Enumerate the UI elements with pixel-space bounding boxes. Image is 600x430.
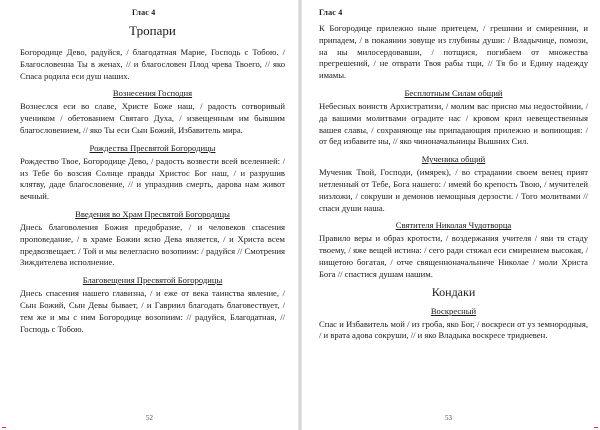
edge-mark [2,427,6,428]
feast-title-annunciation: Благовещения Пресвятой Богородицы [82,275,223,286]
page-number-right: 53 [445,414,452,422]
left-page [0,0,299,430]
troparion-martyr: Мученик Твой, Господи, (имярек), / во страдании своем венец прият нетленный от Тебе, Бога нашего: / имеяй бо крепость Твою, / мучителей низложи, / сокруши и демонов немощныя дерзости. / Того молитвами // спаси души наша. [319,167,588,213]
feast-title-entry-temple: Введения во Храм Пресвятой Богородицы [75,208,230,219]
troparion-nativity-theotokos: Рождество Твое, Богородице Дево, / радость возвести всей вселенней: / из Тебе бо возсия Солнце правды Христос Бог наш, / и разрушив клятву, даде благословение, // и упразднив смерть, дарова нам живот вечный. [20,155,285,202]
edge-mark [594,427,598,428]
feast-title-bodiless-powers: Бесплотным Силам общий [404,87,503,98]
running-head-left: Глас 4 [132,8,156,17]
feast-title-ascension: Вознесения Господня [112,88,193,99]
troparion-theotokos: Богородице Дево, радуйся, / благодатная Марие, Господь с Тобою. / Благословенна Ты в женах, // и благословен Плод чрева Твоего, // яко Спаса родила еси душ наших. [20,47,285,81]
troparion-repentance: К Богородице прилежно ныне притецем, / грешнии и смиреннии, и припадем, / в покаянии зовуще из глубины души: / Владычице, помози, на ны милосердовавши, / потщися, погибаем от множества прегрешений, / не отврати Твоя рабы тщи, // Тя бо и Едину надежду имамы. [319,23,588,81]
right-page [301,0,600,430]
troparion-entry-temple: Днесь благоволения Божия предобразие, / и человеков спасения проповедание, / в храме Божии ясно Дева является, / и Христа всем предвозвещает. / Той и мы велегласно возопиим: / радуйся // Смотрения Зиждителева исполнение. [20,221,285,268]
troparion-st-nicholas: Правило веры и образ кротости, / воздержания учителя / яви тя стаду твоему, / яже вещей истина: / сего ради стяжал еси смирением высокая, / нищетою богатая, / отче священноначальниче Николае / моли Христа Бога // спастися душам нашим. [319,233,588,279]
feast-title-st-nicholas: Святителя Николая Чудотворца [395,220,512,231]
troparion-ascension: Вознеслся еси во славе, Христе Боже наш, / радость сотворивый учеником / обетованием Святаго Духа, / извещенным им бывшим благословением, // яко Ты еси Сын Божий, Избавитель мира. [20,101,285,135]
section-title-troparia: Тропари [129,23,176,38]
feast-title-resurrectional: Воскресный [430,305,477,316]
kontakion-resurrectional: Спас и Избавитель мой / из гроба, яко Бог, / воскреси от уз земнородныя, / и врата адова сокруши, // и яко Владыка воскресе тридневен. [319,318,588,341]
page-number-left: 52 [146,414,153,422]
running-head-right: Глас 4 [319,8,343,17]
feast-title-martyr: Мученика общий [421,154,486,165]
troparion-annunciation: Днесь спасения нашего главизна, / и еже от века таинства явление, / Сын Божий, Сын Девы бывает, / и Гавриил благодать благовествует, / тем же и мы с ним Богородице возопиим: // радуйся, Благодатная, // Господь с Тобою. [20,288,285,334]
section-title-kontakia: Кондаки [431,284,476,299]
troparion-bodiless-powers: Небесных воинств Архистратизи, / молим вас присно мы недостойнии, / да вашими молитвами оградите нас / кровом крил невещественныя вашея славы, / сохраняюще ны припадающия прилежно и вопиющия: / от бед избавите ны, // яко чиноначальницы Вышних Сил. [319,100,588,147]
feast-title-nativity-theotokos: Рождества Пресвятой Богородицы [89,142,216,153]
